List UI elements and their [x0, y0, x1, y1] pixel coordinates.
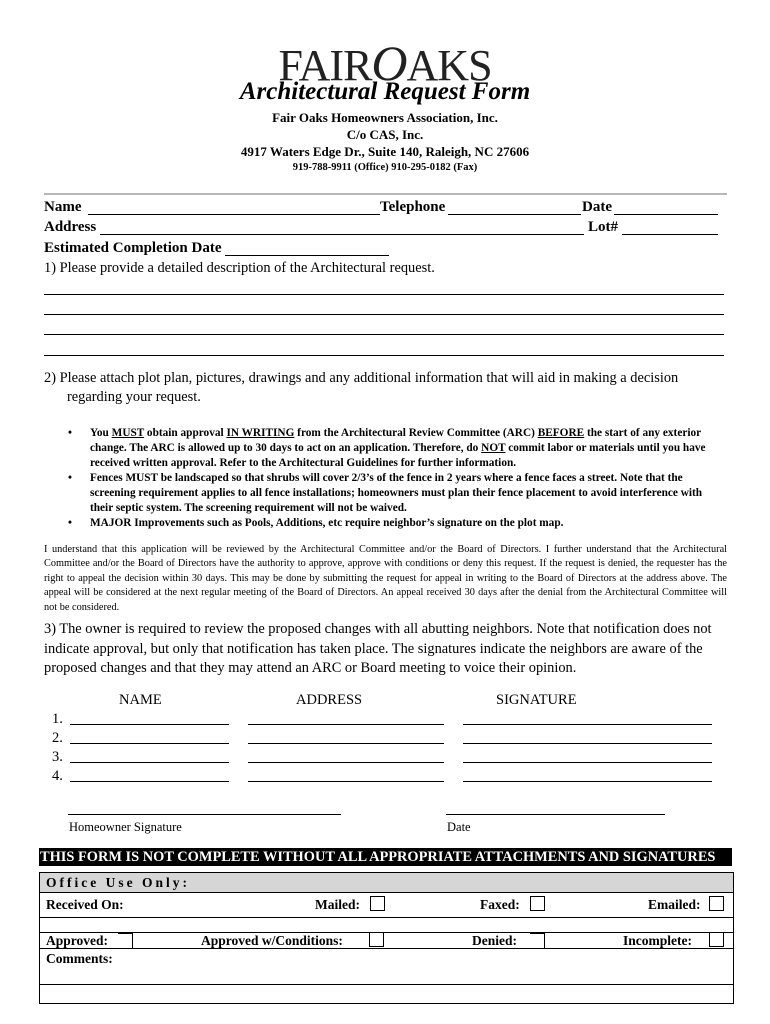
neighbor-row-number: 4.: [52, 768, 63, 784]
approved-checkbox[interactable]: [118, 933, 133, 948]
logo-text-aks: AKS: [406, 41, 492, 90]
form-title: Architectural Request Form: [239, 78, 531, 105]
lot-field[interactable]: [622, 234, 718, 235]
neighbor-row-number: 3.: [52, 749, 63, 765]
denied-label: Denied:: [472, 933, 517, 948]
signature-date-label: Date: [447, 820, 471, 834]
completion-date-label: Estimated Completion Date: [44, 240, 222, 256]
emailed-label: Emailed:: [648, 897, 701, 912]
denied-checkbox[interactable]: [530, 933, 545, 948]
neighbor-2-name[interactable]: [70, 743, 229, 744]
neighbor-3-address[interactable]: [248, 762, 444, 763]
description-line-4[interactable]: [44, 355, 724, 356]
approved-conditions-checkbox[interactable]: [369, 932, 384, 947]
section-2-prompt-cont: regarding your request.: [67, 389, 201, 405]
faxed-checkbox[interactable]: [530, 896, 545, 911]
homeowner-signature-label: Homeowner Signature: [69, 820, 182, 834]
col-signature-header: SIGNATURE: [496, 692, 577, 708]
mailed-label: Mailed:: [315, 897, 360, 912]
office-use-box: [39, 872, 734, 1004]
address-label: Address: [44, 219, 97, 235]
approved-label: Approved:: [46, 933, 109, 948]
neighbor-4-signature[interactable]: [463, 781, 712, 782]
neighbor-3-name[interactable]: [70, 762, 229, 763]
requirement-major-improvements: • MAJOR Improvements such as Pools, Additions, etc require neighbor’s signature on the plot map.: [68, 517, 564, 529]
emailed-checkbox[interactable]: [709, 896, 724, 911]
section-1-prompt: 1) Please provide a detailed description of the Architectural request.: [44, 260, 435, 276]
neighbor-1-name[interactable]: [70, 724, 229, 725]
neighbor-row-number: 2.: [52, 730, 63, 746]
office-row-decision: [40, 933, 733, 949]
org-phones: 919-788-9911 (Office) 910-295-0182 (Fax): [292, 162, 478, 173]
homeowner-signature-field[interactable]: [68, 814, 341, 815]
comments-label: Comments:: [46, 951, 113, 966]
incomplete-checkbox[interactable]: [709, 932, 724, 947]
logo-text-fair: FAIR: [278, 41, 372, 90]
col-name-header: NAME: [119, 692, 162, 708]
legal-statement: I understand that this application will be reviewed by the Architectural Committee and/or the Board of Directors. I further understand that the Architectural Committee and/or the Board of Directors have the authority to approve, approve with conditions or deny this request. If the request is denied, the requester has the right to appeal the decision within 30 days. This may be done by submitting the request for appeal in writing to the Board of Directors at the address above. The appeal will be considered at the next regular meeting of the Board of Directors. An appeal received 30 days after the denial from the Architectural Committee will not be considered.: [44, 544, 727, 613]
description-line-1[interactable]: [44, 294, 724, 295]
neighbor-4-name[interactable]: [70, 781, 229, 782]
bullet-icon: •: [68, 427, 72, 439]
faxed-label: Faxed:: [480, 897, 520, 912]
name-field[interactable]: [88, 214, 380, 215]
comments-field-line-1[interactable]: [40, 967, 733, 985]
mailed-checkbox[interactable]: [370, 896, 385, 911]
section-3-text: 3) The owner is required to review the proposed changes with all abutting neighbors. Note that notification does not indicate approval, but only that notification has taken place. The signatures indicate the neighbors are aware of the proposed changes and that they may attend an ARC or Board meeting to voice their opinion.: [44, 621, 712, 676]
care-of: C/o CAS, Inc.: [346, 127, 424, 142]
date-label: Date: [582, 199, 612, 215]
neighbor-1-signature[interactable]: [463, 724, 712, 725]
lot-label: Lot#: [588, 219, 618, 235]
completion-date-field[interactable]: [225, 255, 389, 256]
telephone-label: Telephone: [380, 199, 446, 215]
signature-date-field[interactable]: [446, 814, 665, 815]
name-label: Name: [44, 199, 82, 215]
date-field[interactable]: [614, 214, 718, 215]
incomplete-label: Incomplete:: [623, 933, 692, 948]
address-field[interactable]: [100, 234, 584, 235]
neighbor-1-address[interactable]: [248, 724, 444, 725]
requirement-approval: • You MUST obtain approval IN WRITING from the Architectural Review Committee (ARC) BEFORE the start of any exterior change. The ARC is allowed up to 30 days to act on an application. Therefore, do NOT commit labor or materials until you have received written approval. Refer to the Architectural Guidelines for further information.: [68, 427, 706, 469]
requirement-fences: • Fences MUST be landscaped so that shrubs will cover 2/3’s of the fence in 2 years where a fence faces a street. Note that the screening requirement applies to all fence installations; homeowners must plan their fence placement to avoid interference with their septic system. The screening requirement will not be waived.: [68, 472, 703, 514]
completion-warning-banner: THIS FORM IS NOT COMPLETE WITHOUT ALL APPROPRIATE ATTACHMENTS AND SIGNATURES: [39, 848, 732, 866]
received-on-label: Received On:: [46, 897, 124, 912]
logo-text-o: O: [371, 35, 407, 91]
office-row-spacer: [40, 918, 733, 933]
org-address: 4917 Waters Edge Dr., Suite 140, Raleigh, NC 27606: [240, 144, 530, 159]
neighbor-row-number: 1.: [52, 711, 63, 727]
office-row-received: [40, 893, 733, 918]
bullet-icon: •: [68, 517, 72, 529]
neighbor-3-signature[interactable]: [463, 762, 712, 763]
description-line-2[interactable]: [44, 314, 724, 315]
neighbor-4-address[interactable]: [248, 781, 444, 782]
office-use-header: Office Use Only:: [40, 873, 733, 893]
section-2-prompt: 2) Please attach plot plan, pictures, drawings and any additional information that will aid in making a decision: [44, 370, 679, 386]
col-address-header: ADDRESS: [296, 692, 363, 708]
header-divider: [44, 193, 727, 195]
description-line-3[interactable]: [44, 334, 724, 335]
requirements-list: [68, 426, 726, 531]
bullet-icon: •: [68, 472, 72, 484]
neighbor-2-address[interactable]: [248, 743, 444, 744]
org-name: Fair Oaks Homeowners Association, Inc.: [272, 110, 498, 125]
telephone-field[interactable]: [448, 214, 581, 215]
neighbor-2-signature[interactable]: [463, 743, 712, 744]
approved-conditions-label: Approved w/Conditions:: [201, 933, 343, 948]
